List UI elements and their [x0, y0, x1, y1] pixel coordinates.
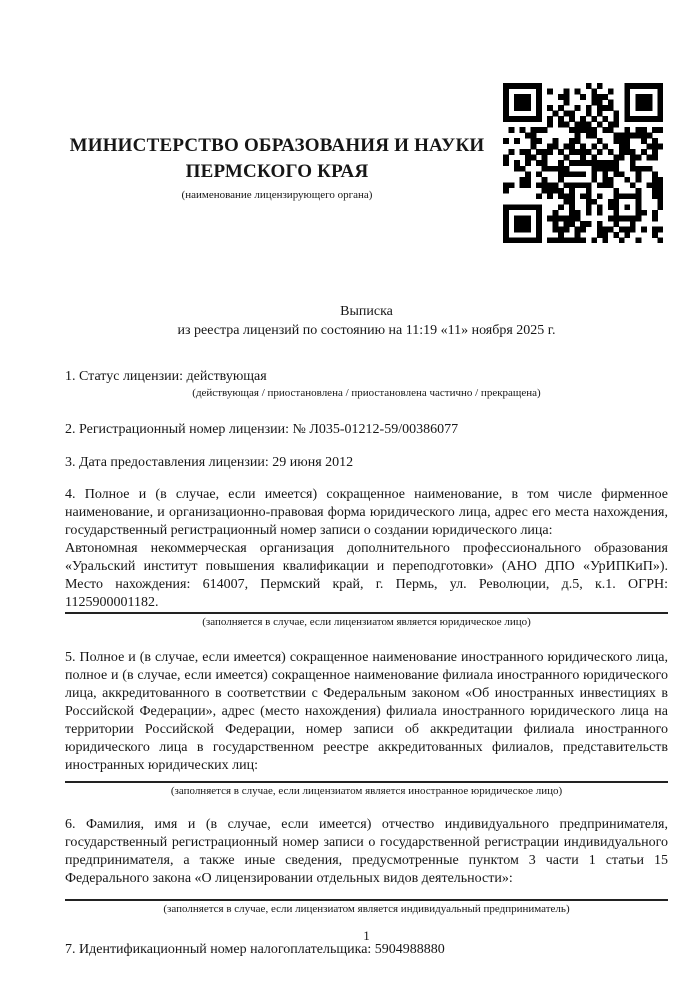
- ministry-name-line1: МИНИСТЕРСТВО ОБРАЗОВАНИЯ И НАУКИ: [69, 135, 485, 156]
- ministry-name: [65, 133, 489, 185]
- document-subtitle: из реестра лицензий по состоянию на 11:19 «11» ноября 2025 г.: [177, 323, 556, 338]
- ministry-name-line2: ПЕРМСКОГО КРАЯ: [185, 161, 369, 182]
- foreign-entity-caption: (заполняется в случае, если лицензиатом является иностранное юридическое лицо): [170, 785, 563, 797]
- license-status-section: [65, 368, 668, 400]
- entrepreneur-caption: (заполняется в случае, если лицензиатом является индивидуальный предприниматель): [163, 903, 570, 915]
- grant-date-line: 3. Дата предоставления лицензии: 29 июня 2012: [65, 455, 354, 470]
- status-options-caption: (действующая / приостановлена / приостановлена частично / прекращена): [192, 387, 541, 399]
- registration-number-line: 2. Регистрационный номер лицензии: № Л035-01212-59/00386077: [65, 422, 459, 437]
- registration-number-section: [65, 421, 668, 439]
- taxpayer-number-line: 7. Идентификационный номер налогоплательщика: 5904988880: [65, 942, 445, 957]
- legal-entity-section: [65, 486, 668, 629]
- document-title: Выписка: [340, 304, 393, 319]
- legal-entity-value: Автономная некоммерческая организация дополнительного профессионального образования «Уральский институт повышения квалификации и переподготовки» (АНО ДПО «УрИПКиП»). Место нахождения: 614007, Пермский край, г. Пермь, ул. Революции, д.5, к.1. ОГРН: 1125900001182.: [65, 540, 668, 614]
- grant-date-section: [65, 454, 668, 472]
- license-status-line: 1. Статус лицензии: действующая: [65, 369, 267, 384]
- page-number: 1: [363, 928, 370, 943]
- document-title-block: [65, 302, 668, 340]
- licensing-authority-block: [65, 133, 489, 202]
- foreign-entity-question: 5. Полное и (в случае, если имеется) сокращенное наименование иностранного юридического лица, полное и (в случае, если имеется) сокращенное наименование филиала иностранного юридического лица, аккредитованного в соответствии с Федеральным законом «Об иностранных инвестициях в Российской Федерации», адрес (место нахождения) филиала иностранного юридического лица на территории Российской Федерации, номер записи об аккредитации филиала иностранного юридического лица в государственном реестре аккредитованных филиалов, представительств иностранных юридических лиц:: [65, 650, 668, 773]
- entrepreneur-question: 6. Фамилия, имя и (в случае, если имеется) отчество индивидуального предпринимателя, государственный регистрационный номер записи о государственной регистрации индивидуального предпринимателя, а также иные сведения, предусмотренные пунктом 3 части 1 статьи 15 Федерального закона «О лицензировании отдельных видов деятельности»:: [65, 817, 668, 886]
- document-body: [65, 302, 668, 959]
- qr-modules: [503, 83, 663, 243]
- entrepreneur-blank-field: [65, 888, 668, 901]
- qr-code-icon: [503, 83, 663, 243]
- foreign-entity-section: [65, 649, 668, 798]
- legal-entity-caption: (заполняется в случае, если лицензиатом является юридическое лицо): [202, 616, 531, 628]
- ministry-caption: (наименование лицензирующего органа): [181, 189, 373, 201]
- foreign-entity-blank-field: [65, 775, 668, 783]
- legal-entity-question: 4. Полное и (в случае, если имеется) сокращенное наименование, в том числе фирменное наименование, и организационно-правовая форма юридического лица, адрес его места нахождения, государственный регистрационный номер записи о создании юридического лица:: [65, 487, 668, 538]
- entrepreneur-section: [65, 816, 668, 916]
